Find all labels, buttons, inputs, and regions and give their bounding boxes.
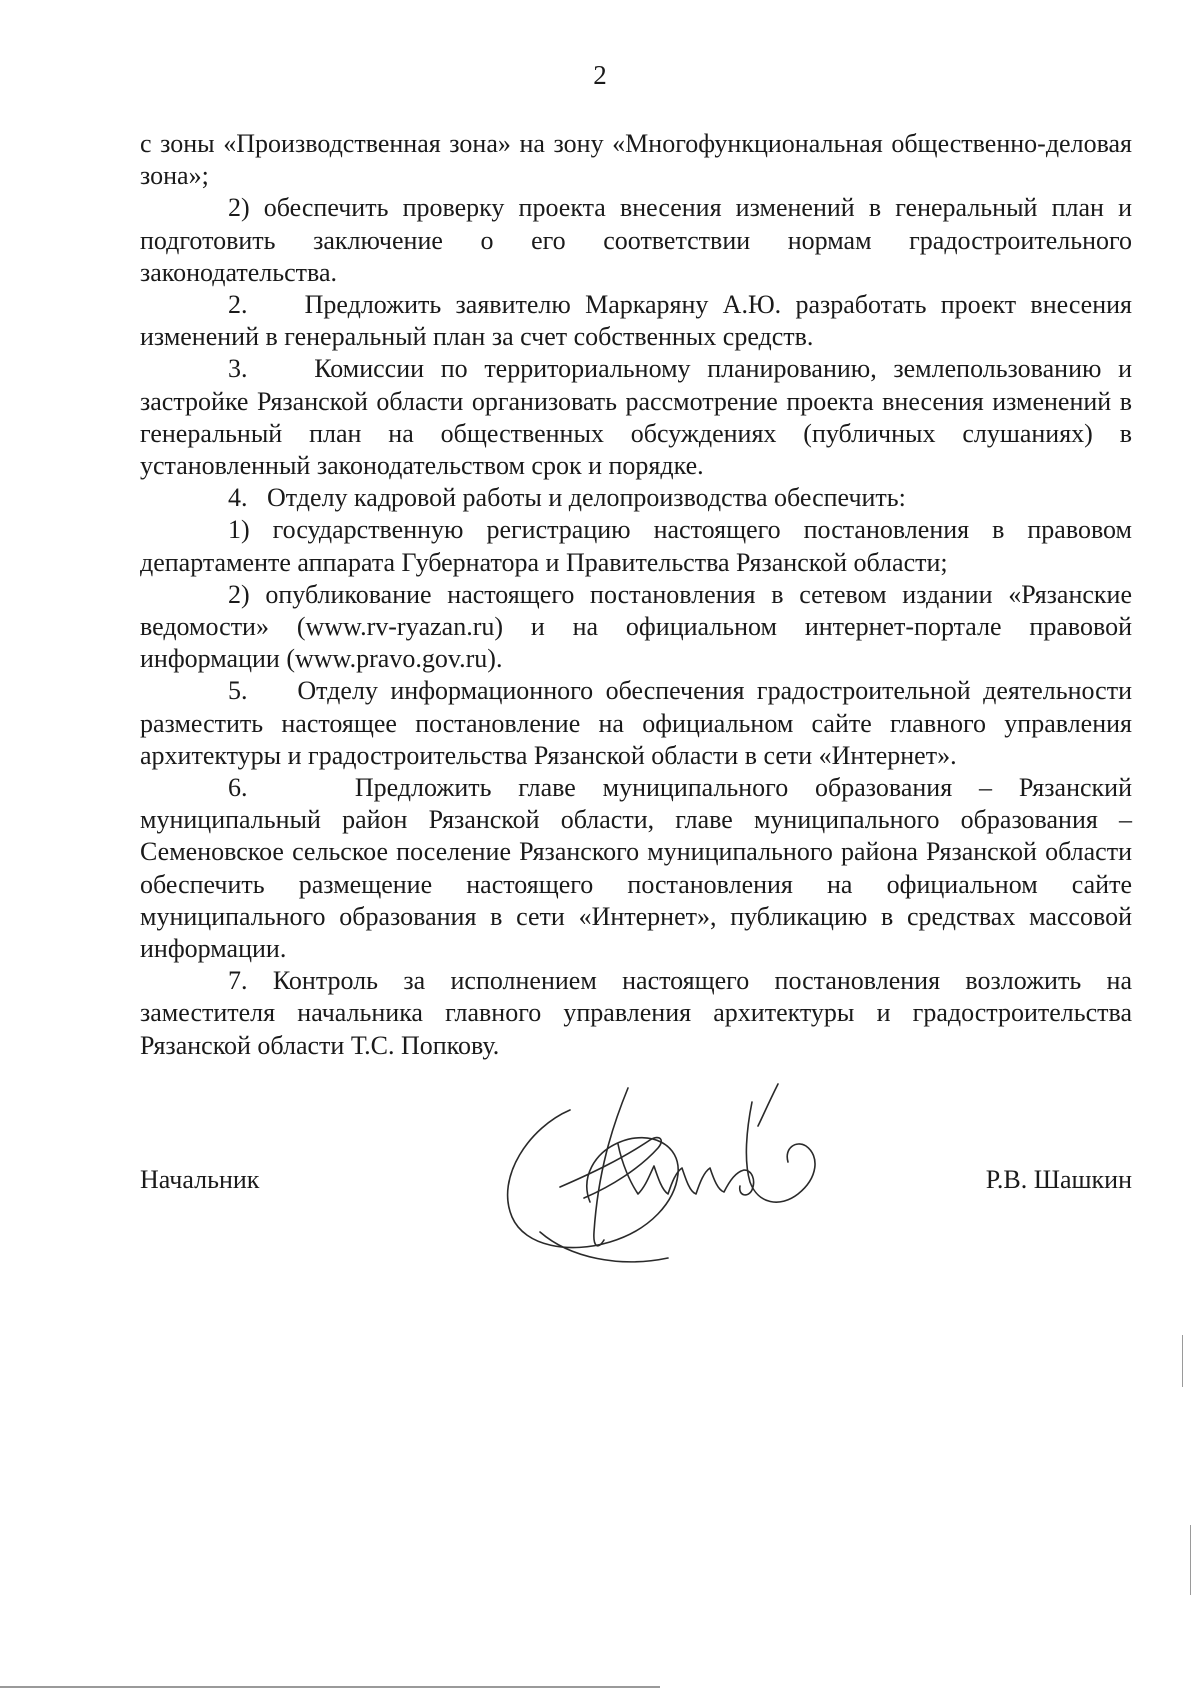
paragraph-item-7: 7. Контроль за исполнением настоящего постановления возложить на заместителя начальника главного управления архитектуры и градостроительства Рязанской области Т.С. Попкову. xyxy=(140,966,1132,1060)
paragraph-zone-change: с зоны «Производственная зона» на зону «Многофункциональная общественно-деловая зона»; xyxy=(140,129,1132,191)
paragraph-item-4: 4. Отделу кадровой работы и делопроизводства обеспечить: xyxy=(228,483,906,513)
signature-block xyxy=(140,1164,1132,1196)
paragraph-check-project: 2) обеспечить проверку проекта внесения изменений в генеральный план и подготовить заключение о его соответствии нормам градостроительного законодательства. xyxy=(140,193,1132,287)
paragraph-item-5: 5. Отделу информационного обеспечения градостроительной деятельности разместить настоящее постановление на официальном сайте главного управления архитектуры и градостроительства Рязанской области в сети «Интернет». xyxy=(140,676,1132,770)
paragraph-item-2: 2. Предложить заявителю Маркаряну А.Ю. разработать проект внесения изменений в генеральный план за счет собственных средств. xyxy=(140,290,1132,352)
scan-margin-mark xyxy=(1182,1335,1183,1387)
scan-bottom-edge xyxy=(0,1686,660,1688)
page-number: 2 xyxy=(593,60,607,90)
paragraph-item-6: 6. Предложить главе муниципального образования – Рязанский муниципальный район Рязанской области, главе муниципального образования – Семеновское сельское поселение Рязанского муниципального района Рязанской области обеспечить размещение настоящего постановления на официальном сайте муниципального образования в сети «Интернет», публикацию в средствах массовой информации. xyxy=(140,773,1132,964)
paragraph-item-4-1: 1) государственную регистрацию настоящего постановления в правовом департаменте аппарата Губернатора и Правительства Рязанской области; xyxy=(140,515,1132,577)
signatory-position: Начальник xyxy=(140,1165,260,1194)
paragraph-item-3: 3. Комиссии по территориальному планированию, землепользованию и застройке Рязанской области организовать рассмотрение проекта внесения изменений в генеральный план на общественных обсуждениях (публичных слушаниях) в установленный законодательством срок и порядке. xyxy=(140,354,1132,481)
scan-margin-mark xyxy=(1190,1525,1191,1595)
signatory-name: Р.В. Шашкин xyxy=(985,1165,1132,1194)
document-body xyxy=(140,128,1132,1062)
paragraph-item-4-2: 2) опубликование настоящего постановления в сетевом издании «Рязанские ведомости» (www.rv-ryazan.ru) и на официальном интернет-портале правовой информации (www.pravo.gov.ru). xyxy=(140,579,1132,674)
